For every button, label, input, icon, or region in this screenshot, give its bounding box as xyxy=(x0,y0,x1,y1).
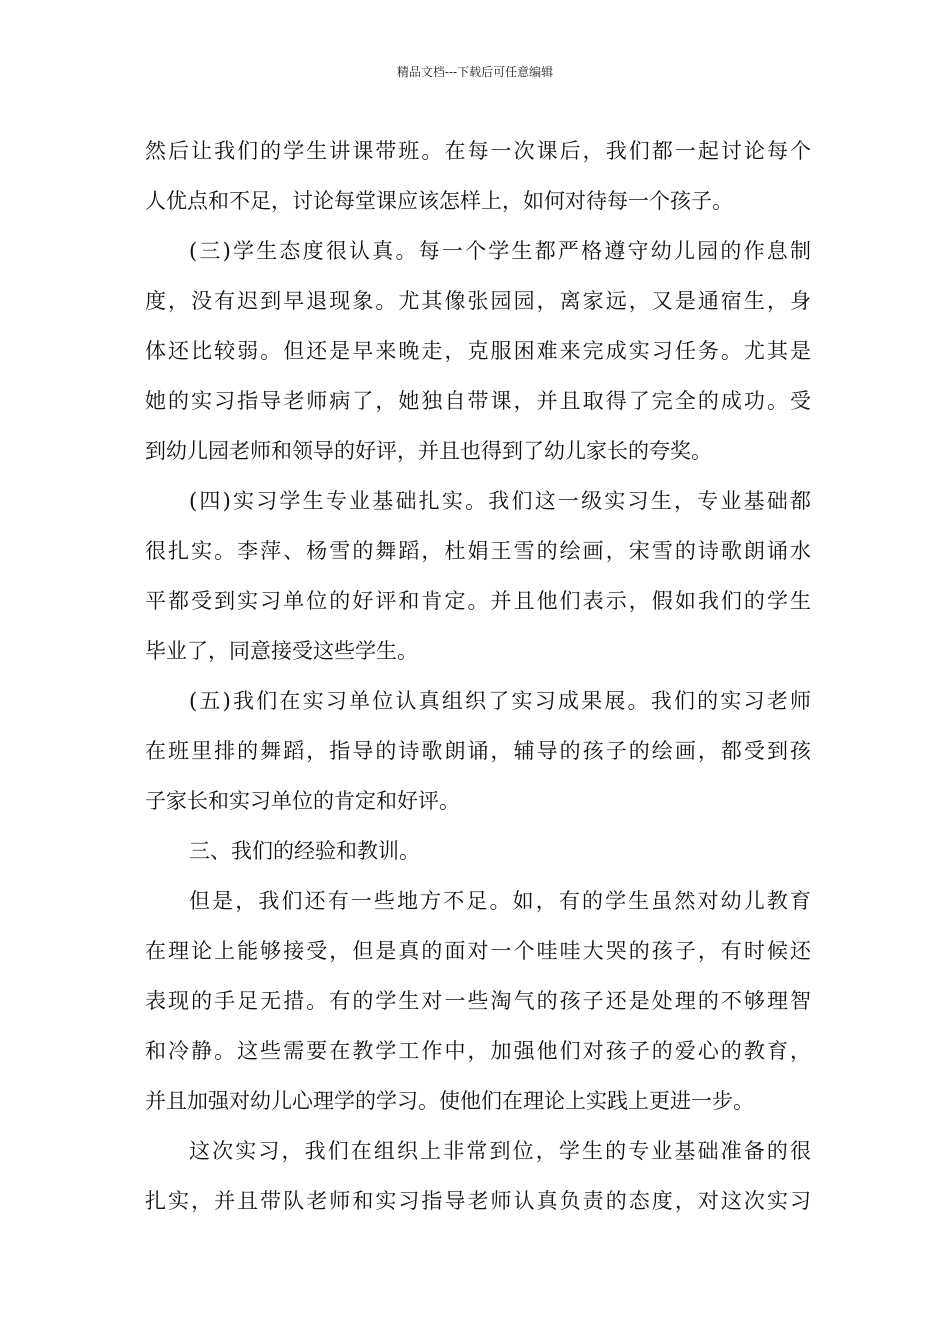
paragraph-line: 毕业了，同意接受这些学生。 xyxy=(145,639,418,663)
paragraph-line: 扎实，并且带队老师和实习指导老师认真负责的态度，对这次实习 xyxy=(145,1189,811,1213)
document-body xyxy=(145,126,811,1226)
paragraph-line: 度，没有迟到早退现象。尤其像张园园，离家远，又是通宿生，身 xyxy=(145,289,811,313)
paragraph-line: (五)我们在实习单位认真组织了实习成果展。我们的实习老师 xyxy=(189,689,811,713)
paragraph-line: 在班里排的舞蹈，指导的诗歌朗诵，辅导的孩子的绘画，都受到孩 xyxy=(145,739,811,763)
paragraph-line: 然后让我们的学生讲课带班。在每一次课后，我们都一起讨论每个 xyxy=(145,139,811,163)
paragraph-line: 和冷静。这些需要在教学工作中，加强他们对孩子的爱心的教育， xyxy=(145,1039,811,1063)
paragraph-line: 并且加强对幼儿心理学的学习。使他们在理论上实践上更进一步。 xyxy=(145,1089,754,1113)
paragraph-line: 人优点和不足，讨论每堂课应该怎样上，如何对待每一个孩子。 xyxy=(145,189,733,213)
section-heading: 三、我们的经验和教训。 xyxy=(189,839,420,863)
paragraph-line: (三)学生态度很认真。每一个学生都严格遵守幼儿园的作息制 xyxy=(189,239,811,263)
paragraph-line: 这次实习，我们在组织上非常到位，学生的专业基础准备的很 xyxy=(189,1139,811,1163)
paragraph-line: 子家长和实习单位的肯定和好评。 xyxy=(145,789,460,813)
paragraph-line: 表现的手足无措。有的学生对一些淘气的孩子还是处理的不够理智 xyxy=(145,989,811,1013)
paragraph-line: 她的实习指导老师病了，她独自带课，并且取得了完全的成功。受 xyxy=(145,389,811,413)
paragraph-line: 到幼儿园老师和领导的好评，并且也得到了幼儿家长的夸奖。 xyxy=(145,439,712,463)
paragraph-line: 但是，我们还有一些地方不足。如，有的学生虽然对幼儿教育 xyxy=(189,889,811,913)
paragraph-line: 平都受到实习单位的好评和肯定。并且他们表示，假如我们的学生 xyxy=(145,589,811,613)
page-header: 精品文档---下载后可任意编辑 xyxy=(396,65,554,79)
paragraph-line: 在理论上能够接受，但是真的面对一个哇哇大哭的孩子，有时候还 xyxy=(145,939,811,963)
paragraph-line: (四)实习学生专业基础扎实。我们这一级实习生，专业基础都 xyxy=(189,489,811,513)
paragraph-line: 很扎实。李萍、杨雪的舞蹈，杜娟王雪的绘画，宋雪的诗歌朗诵水 xyxy=(145,539,811,563)
paragraph-line: 体还比较弱。但还是早来晚走，克服困难来完成实习任务。尤其是 xyxy=(145,339,811,363)
